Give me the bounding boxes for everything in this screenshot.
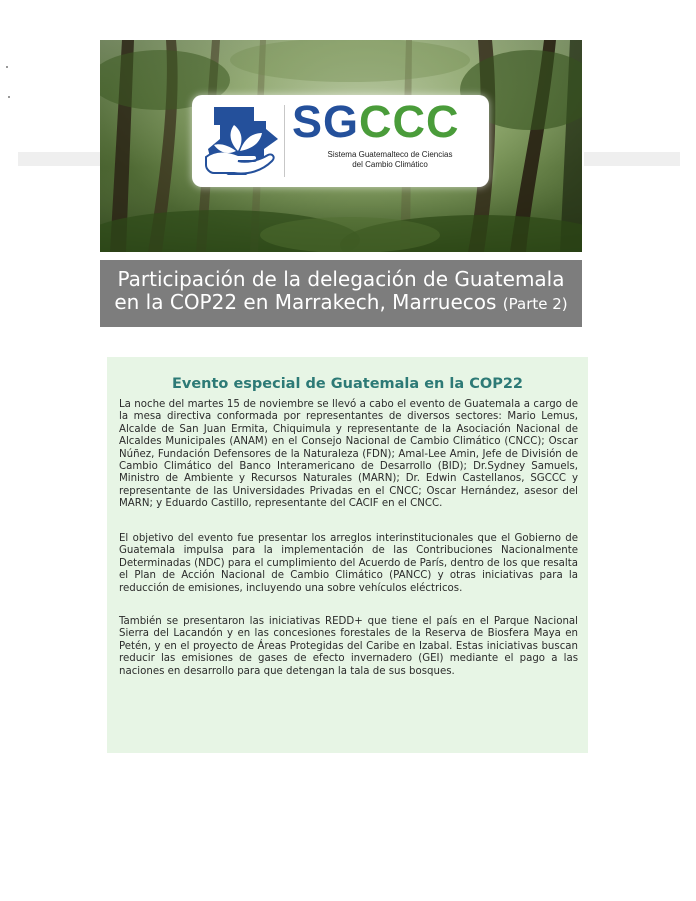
- paragraph: La noche del martes 15 de noviembre se llevó a cabo el evento de Guatemala a cargo de la mesa directiva conformada por representantes de diversos sectores: Mario Lemus, Alcalde de San Juan Ermita, Chiquimula y representante de la Asociación Nacional de Alcaldes Municipales (ANAM) en el Consejo Nacional de Cambio Climático (CNCC); Oscar Núñez, Fundación Defensores de la Naturaleza (FDN); Amal-Lee Amin, Jefe de División de Cambio Climático del Banco Interamericano de Desarrollo (BID); Dr.Sydney Samuels, Ministro de Ambiente y Recursos Naturales (MARN); Dr. Edwin Castellanos, SGCCC y representante de las Universidades Privadas en el CNCC; Oscar Hernández, asesor del MARN; y Eduardo Castillo, representante del CACIF en el CNCC.: [119, 399, 578, 510]
- decorative-band-left: [18, 152, 100, 166]
- stray-mark: [8, 96, 10, 98]
- paragraph: También se presentaron las iniciativas REDD+ que tiene el país en el Parque Nacional Sierra del Lacandón y en las concesiones forestales de la Reserva de Biosfera Maya en Petén, y en el proyecto de Áreas Protegidas del Caribe en Izabal. Estas iniciativas buscan reducir las emisiones de gases de efecto invernadero (GEI) mediante el pago a las naciones en desarrollo para que detengan la tala de sus bosques.: [119, 616, 578, 677]
- article-title-line2: [100, 290, 582, 316]
- guatemala-map-hand-leaf-icon: [198, 99, 282, 183]
- section-heading: Evento especial de Guatemala en la COP22: [171, 376, 524, 392]
- logo-divider: [284, 105, 285, 177]
- logo-wordmark: [292, 97, 488, 147]
- logo-subtitle: [292, 150, 488, 170]
- article-title-line2-text: en la COP22 en Marrakech, Marruecos: [114, 290, 497, 314]
- article-content-box: [107, 357, 588, 753]
- logo-wordmark-blue: SG: [292, 96, 360, 147]
- article-title-part: (Parte 2): [502, 295, 568, 313]
- article-title-line1: Participación de la delegación de Guatemala: [117, 267, 565, 291]
- stray-mark: [6, 66, 8, 68]
- decorative-band-right: [584, 152, 680, 166]
- logo-wordmark-green: CCC: [359, 96, 460, 147]
- sgccc-logo: [192, 95, 489, 187]
- logo-subtitle-line1: Sistema Guatemalteco de Ciencias: [327, 150, 453, 159]
- logo-subtitle-line2: del Cambio Climático: [352, 160, 428, 169]
- article-title-bar: [100, 260, 582, 327]
- paragraph: El objetivo del evento fue presentar los arreglos interinstitucionales que el Gobierno de Guatemala impulsa para la implementación de las Contribuciones Nacionalmente Determinadas (NDC) para el cumplimiento del Acuerdo de París, dentro de los que resalta el Plan de Acción Nacional de Cambio Climático (PANCC) y otras iniciativas para la reducción de emisiones, incluyendo una sobre vehículos eléctricos.: [119, 533, 578, 594]
- header-banner: [100, 40, 582, 252]
